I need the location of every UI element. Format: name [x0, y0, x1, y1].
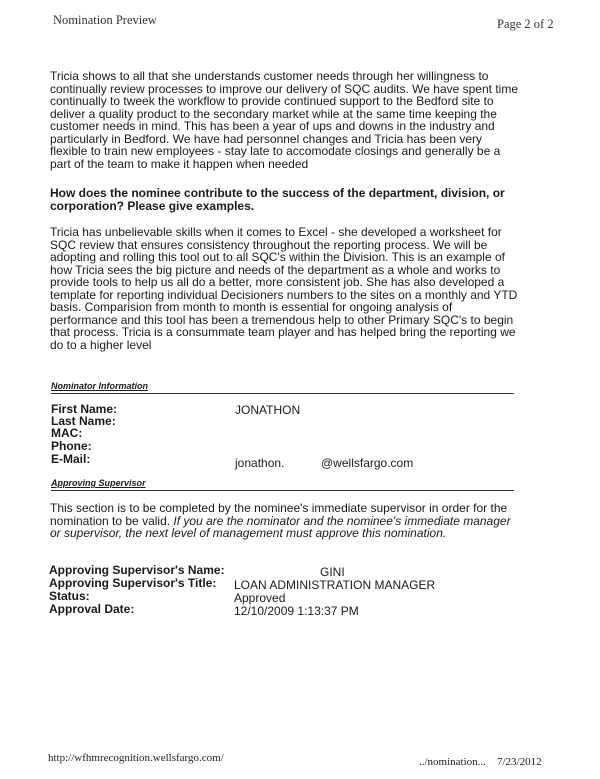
footer-date: 7/23/2012	[497, 756, 542, 768]
instruction-italic: If you are the nominator and the nominee's immediate manager or supervisor, the next level of management must approve this nomination.	[50, 513, 511, 540]
last-name-label: Last Name:	[51, 414, 116, 428]
page-number: Page 2 of 2	[497, 17, 554, 31]
supervisor-name-label: Approving Supervisor's Name:	[49, 563, 225, 577]
supervisor-name-value: GINI	[320, 565, 345, 579]
approval-date-label: Approval Date:	[49, 602, 135, 616]
mac-label: MAC:	[51, 426, 83, 440]
question-heading: How does the nominee contribute to the success of the department, division, or corporation? Please give examples.	[50, 186, 505, 213]
first-name-value: JONATHON	[235, 403, 301, 417]
email-label: E-Mail:	[51, 452, 91, 466]
nomination-paragraph-2: Tricia has unbelievable skills when it comes to Excel - she developed a worksheet for SQC review that ensures consistency throughout the reporting process. We will be adopting and rolling this tool out to all SQC's within the Division. This is an example of how Tricia sees the big picture and needs of the department as a whole and works to provide tools to help us all do a better, more consistent job. She has also developed a template for reporting individual Decisioners numbers to the sites on a monthly and YTD basis. Comparision from month to month is essential for ongoing analysis of performance and this tool has been a tremendous help to other Primary SQC's to begin that process. Tricia is a consummate team player and has helped bring the reporting we do to a higher level	[50, 225, 518, 352]
supervisor-instructions	[50, 502, 570, 540]
email-domain: @wellsfargo.com	[321, 456, 414, 470]
first-name-label: First Name:	[51, 402, 118, 416]
nominator-divider	[51, 393, 514, 394]
phone-label: Phone:	[51, 439, 92, 453]
footer-url: http://wfhmrecognition.wellsfargo.com/	[48, 752, 224, 764]
footer-path: ../nomination...	[419, 756, 486, 768]
supervisor-title-label: Approving Supervisor's Title:	[49, 576, 217, 590]
nomination-paragraph-1: Tricia shows to all that she understands customer needs through her willingness to continually review processes to improve our delivery of SQC audits. We have spent time continually to tweek the workflow to provide continued support to the Bedford site to deliver a quality product to the secondary market while at the same time keeping the customer needs in mind. This has been a year of ups and downs in the industry and particularly in Bedford. We have had personnel changes and Tricia has been very flexible to train new employees - stay late to accomodate closings and generally be a part of the team to make it happen when needed	[50, 69, 518, 171]
supervisor-section-title: Approving Supervisor	[51, 478, 146, 488]
approval-date-value: 12/10/2009 1:13:37 PM	[234, 604, 359, 618]
document-title: Nomination Preview	[53, 13, 157, 27]
instruction-plain: This section is to be completed by the nominee's immediate supervisor in order for the nomination to be valid.	[50, 501, 508, 528]
supervisor-divider	[51, 490, 514, 491]
supervisor-title-value: LOAN ADMINISTRATION MANAGER	[234, 578, 436, 592]
nominator-section-title: Nominator Information	[51, 381, 148, 391]
email-user: jonathon.	[235, 456, 285, 470]
status-value: Approved	[234, 591, 286, 605]
status-label: Status:	[49, 589, 90, 603]
